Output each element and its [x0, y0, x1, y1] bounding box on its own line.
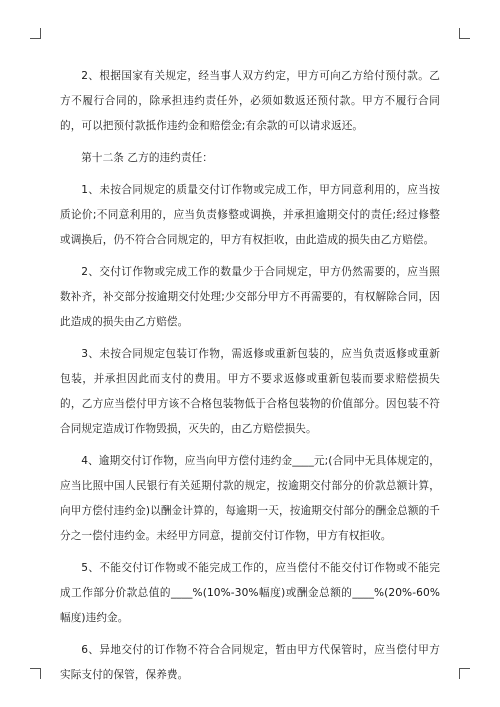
clause-packaging: 3、未按合同规定包装订作物，需返修或重新包装的，应当负责返修或重新包装，并承担因此而支付的费用。甲方不要求返修或重新包装而要求赔偿损失的，乙方应当偿付甲方该不合格包装物低于合格包装物的价值部分。因包装不符合同规定造成订作物毁损，灭失的，由乙方赔偿损失。	[60, 348, 440, 435]
article-twelve-heading: 第十二条 乙方的违约责任：	[81, 152, 213, 164]
crop-mark-top-left	[30, 28, 41, 39]
clause-quantity-shortfall: 2、交付订作物或完成工作的数量少于合同规定，甲方仍然需要的，应当照数补齐，补交部分按逾期交付处理;少交部分甲方不再需要的，有权解除合同，因此造成的损失由乙方赔偿。	[60, 266, 440, 328]
clause-remote-delivery: 6、异地交付的订作物不符合合同规定，暂由甲方代保管时，应当偿付甲方实际支付的保管，保养费。	[60, 644, 440, 681]
clause-non-delivery: 5、不能交付订作物或不能完成工作的，应当偿付不能交付订作物或不能完成工作部分价款总值的____%(10%-30%幅度)或酬金总额的____%(20%-60%幅度)违约金。	[60, 562, 440, 624]
document-body	[60, 64, 440, 695]
crop-mark-bottom-right	[459, 668, 470, 679]
crop-mark-top-right	[459, 28, 470, 39]
clause-advance-payment: 2、根据国家有关规定，经当事人双方约定，甲方可向乙方给付预付款。乙方不履行合同的，除承担违约责任外，必须如数返还预付款。甲方不履行合同的，可以把预付款抵作违约金和赔偿金;有余款的可以请求返还。	[60, 70, 440, 132]
clause-quality-liability: 1、未按合同规定的质量交付订作物或完成工作，甲方同意利用的，应当按质论价;不同意利用的，应当负责修整或调换，并承担逾期交付的责任;经过修整或调换后，仍不符合合同规定的，甲方有权拒收，由此造成的损失由乙方赔偿。	[60, 184, 440, 246]
clause-late-delivery: 4、逾期交付订作物，应当向甲方偿付违约金____元;(合同中无具体规定的，应当比照中国人民银行有关延期付款的规定，按逾期交付部分的价款总额计算，向甲方偿付违约金)以酬金计算的，每逾期一天，按逾期交付部分的酬金总额的千分之一偿付违约金。未经甲方同意，提前交付订作物，甲方有权拒收。	[60, 455, 440, 542]
crop-mark-bottom-left	[30, 668, 41, 679]
